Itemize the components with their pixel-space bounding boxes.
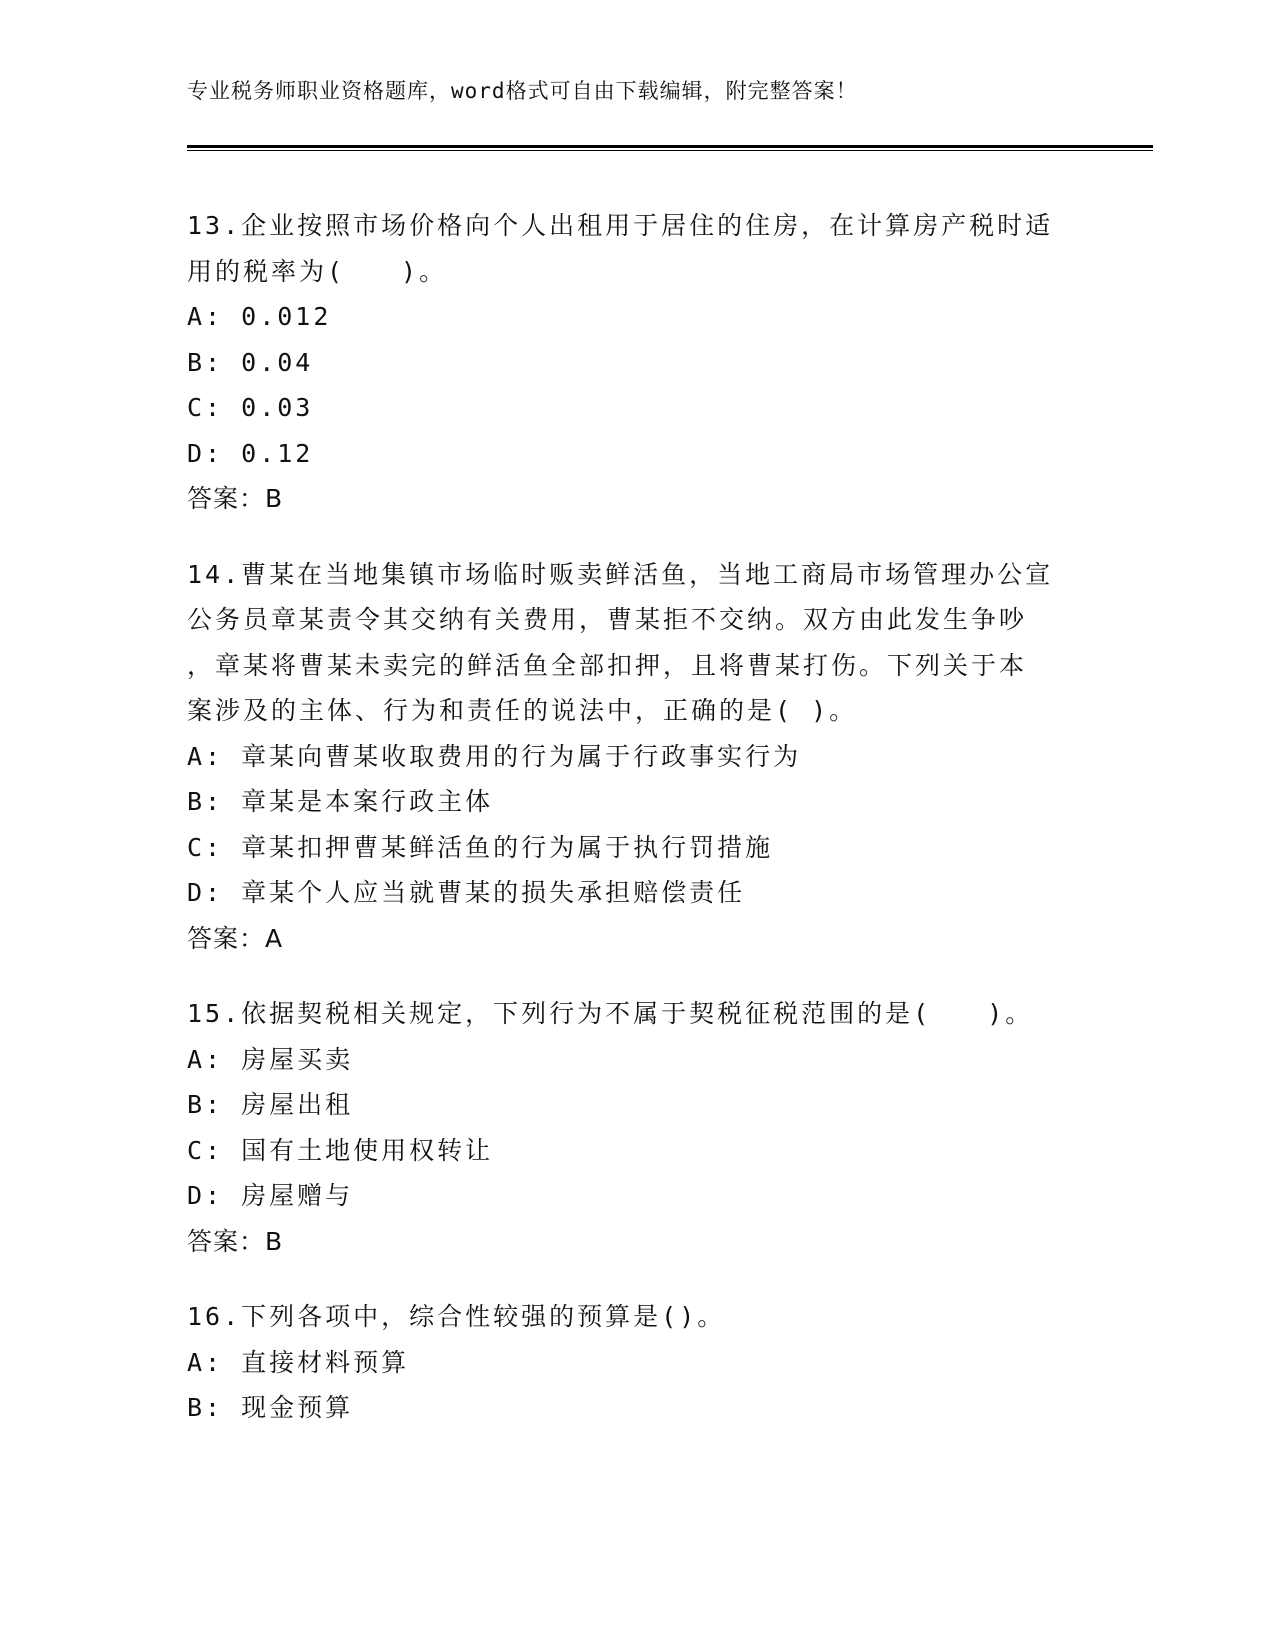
header-rule-thin <box>187 150 1153 151</box>
question-stem-line: 15.依据契税相关规定，下列行为不属于契税征税范围的是( )。 <box>187 999 1034 1028</box>
answer-text: 答案：B <box>187 1226 284 1256</box>
option-b: B: 章某是本案行政主体 <box>187 787 494 816</box>
option-d: D: 章某个人应当就曹某的损失承担赔偿责任 <box>187 878 746 907</box>
answer-text: 答案：B <box>187 484 284 513</box>
option-a: A: 0.012 <box>187 302 332 331</box>
header-rule-thick <box>187 145 1153 148</box>
answer-text: 答案：A <box>187 923 284 953</box>
question-13 <box>187 203 1087 522</box>
question-stem-line: 案涉及的主体、行为和责任的说法中，正确的是( )。 <box>187 696 858 725</box>
question-stem-line: ，章某将曹某未卖完的鲜活鱼全部扣押，且将曹某打伤。下列关于本 <box>187 650 1028 680</box>
question-stem-line: 公务员章某责令其交纳有关费用，曹某拒不交纳。双方由此发生争吵 <box>187 605 1028 634</box>
option-c: C: 章某扣押曹某鲜活鱼的行为属于执行罚措施 <box>187 832 774 862</box>
option-a: A: 章某向曹某收取费用的行为属于行政事实行为 <box>187 741 802 771</box>
question-stem-line: 16.下列各项中，综合性较强的预算是()。 <box>187 1302 726 1331</box>
option-b: B: 0.04 <box>187 347 314 377</box>
option-a: A: 直接材料预算 <box>187 1347 410 1377</box>
question-stem-line: 14.曹某在当地集镇市场临时贩卖鲜活鱼，当地工商局市场管理办公宣 <box>187 559 1054 589</box>
question-15 <box>187 991 1087 1264</box>
question-stem-line: 用的税率为( )。 <box>187 256 448 286</box>
option-c: C: 0.03 <box>187 393 314 422</box>
question-14 <box>187 552 1087 962</box>
question-16 <box>187 1294 1087 1431</box>
option-c: C: 国有土地使用权转让 <box>187 1135 494 1165</box>
option-d: D: 房屋赠与 <box>187 1181 354 1210</box>
option-b: B: 房屋出租 <box>187 1090 354 1119</box>
question-stem-line: 13.企业按照市场价格向个人出租用于居住的住房，在计算房产税时适 <box>187 211 1054 240</box>
question-list <box>187 203 1087 1461</box>
option-a: A: 房屋买卖 <box>187 1044 354 1074</box>
page-header-text: 专业税务师职业资格题库，word格式可自由下载编辑，附完整答案！ <box>187 79 858 103</box>
option-b: B: 现金预算 <box>187 1393 354 1422</box>
option-d: D: 0.12 <box>187 438 314 468</box>
